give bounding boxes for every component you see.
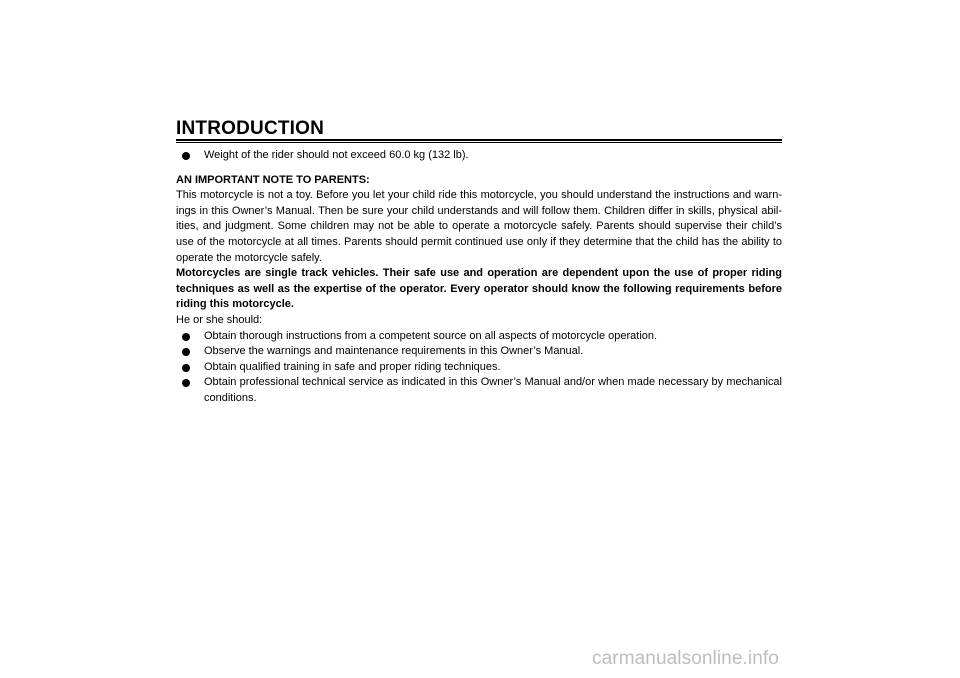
manual-page	[176, 118, 782, 407]
list-item	[182, 329, 782, 345]
parents-note-heading: AN IMPORTANT NOTE TO PARENTS:	[176, 173, 370, 186]
title-rule	[176, 139, 782, 145]
bullet-icon	[182, 379, 190, 387]
spacer	[176, 164, 782, 173]
riding-requirements-paragraph: Motorcycles are single track vehicles. Their safe use and operation are dependent upon the use of proper riding techniques as well as the expertise of the operator. Every operator should know the following requirements before riding this motorcycle.	[176, 267, 782, 311]
list-intro: He or she should:	[176, 313, 263, 326]
list-item	[182, 344, 782, 360]
list-item-text: Obtain professional technical service as indicated in this Owner’s Manual and/or when made necessary by mechanical conditions.	[204, 376, 782, 404]
parents-note-paragraph: This motorcycle is not a toy. Before you let your child ride this motorcycle, you should understand the instructions and warn-ings in this Owner’s Manual. Then be sure your child understands and will follow them. Children differ in skills, physical abil-ities, and judgment. Some children may not be able to operate a motorcycle safely. Parents should supervise their child’s use of the motorcycle at all times. Parents should permit continued use only if they determine that the child has the ability to operate the motorcycle safely.	[176, 189, 782, 264]
list-item	[182, 375, 782, 406]
list-item-text: Observe the warnings and maintenance requirements in this Owner’s Manual.	[204, 345, 584, 358]
title-rule-thin	[176, 142, 782, 143]
watermark: carmanualsonline.info	[592, 648, 779, 669]
page-title: INTRODUCTION	[176, 118, 325, 139]
list-item	[182, 148, 782, 164]
requirements-list	[176, 329, 782, 407]
bullet-icon	[182, 152, 190, 160]
bullet-icon	[182, 364, 190, 372]
bullet-icon	[182, 348, 190, 356]
list-item-text: Obtain thorough instructions from a competent source on all aspects of motorcycle operation.	[204, 329, 658, 342]
list-item-text: Obtain qualified training in safe and proper riding techniques.	[204, 360, 501, 373]
bullet-icon	[182, 333, 190, 341]
intro-bullet-list	[176, 148, 782, 164]
list-item	[182, 360, 782, 376]
page-body	[176, 148, 782, 407]
list-item-text: Weight of the rider should not exceed 60.0 kg (132 lb).	[204, 149, 469, 161]
title-rule-thick	[176, 139, 782, 141]
